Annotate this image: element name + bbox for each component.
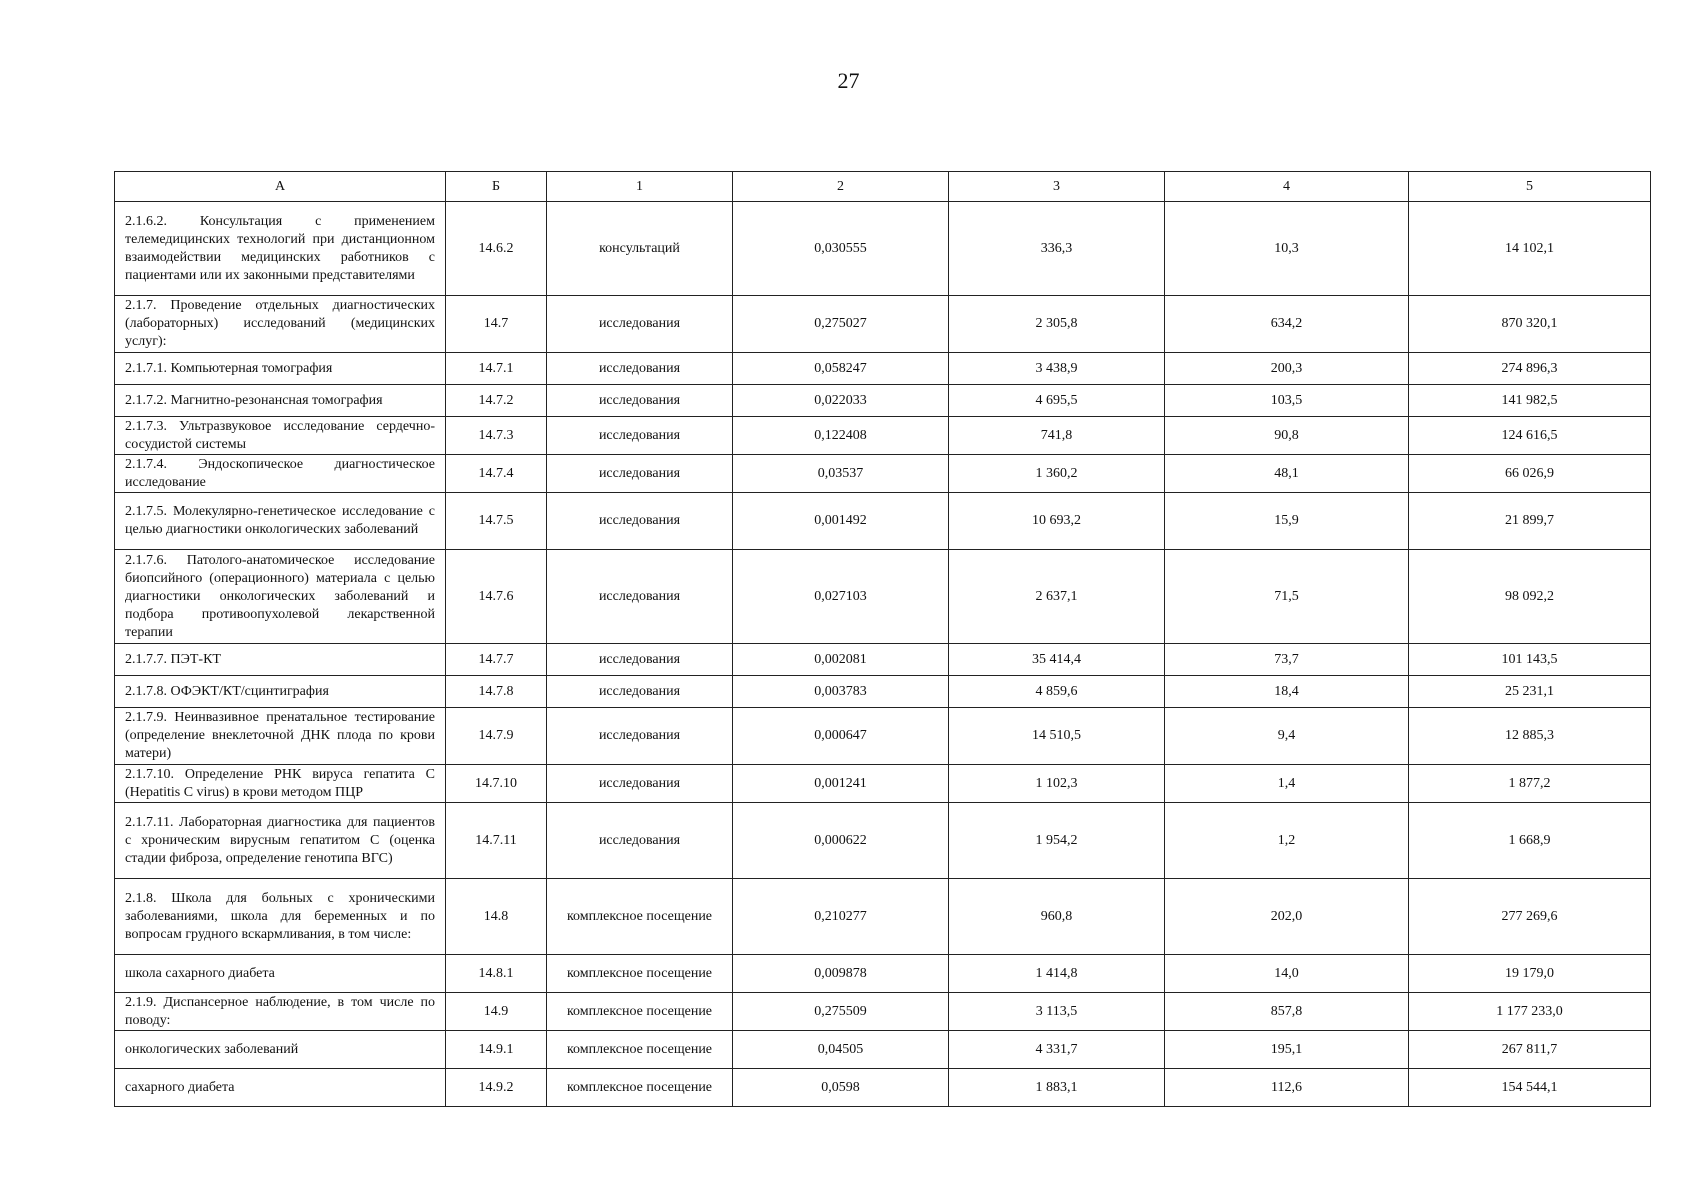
row-col-5: 12 885,3 xyxy=(1409,708,1651,765)
table-row xyxy=(115,385,1651,417)
column-header-5: 5 xyxy=(1409,172,1651,202)
row-unit: исследования xyxy=(547,765,733,803)
row-col-5: 141 982,5 xyxy=(1409,385,1651,417)
column-header-4: 4 xyxy=(1165,172,1409,202)
header-row xyxy=(115,172,1651,202)
row-unit: исследования xyxy=(547,803,733,879)
row-code: 14.7.11 xyxy=(446,803,547,879)
row-col-4: 10,3 xyxy=(1165,202,1409,296)
row-name: 2.1.7.1. Компьютерная томография xyxy=(115,353,446,385)
row-col-3: 960,8 xyxy=(949,879,1165,955)
column-header-a: А xyxy=(115,172,446,202)
row-code: 14.7.5 xyxy=(446,493,547,550)
row-col-3: 35 414,4 xyxy=(949,644,1165,676)
row-col-4: 200,3 xyxy=(1165,353,1409,385)
row-col-3: 3 113,5 xyxy=(949,993,1165,1031)
row-col-3: 4 859,6 xyxy=(949,676,1165,708)
table-row xyxy=(115,993,1651,1031)
row-col-2: 0,030555 xyxy=(733,202,949,296)
row-unit: исследования xyxy=(547,708,733,765)
row-col-3: 1 360,2 xyxy=(949,455,1165,493)
row-code: 14.7.7 xyxy=(446,644,547,676)
row-unit: исследования xyxy=(547,455,733,493)
row-col-2: 0,122408 xyxy=(733,417,949,455)
row-code: 14.8.1 xyxy=(446,955,547,993)
row-col-2: 0,022033 xyxy=(733,385,949,417)
row-code: 14.8 xyxy=(446,879,547,955)
table-row xyxy=(115,1031,1651,1069)
row-code: 14.7.9 xyxy=(446,708,547,765)
row-code: 14.6.2 xyxy=(446,202,547,296)
row-col-2: 0,027103 xyxy=(733,550,949,644)
row-col-5: 101 143,5 xyxy=(1409,644,1651,676)
table-row xyxy=(115,676,1651,708)
row-col-4: 73,7 xyxy=(1165,644,1409,676)
row-name: 2.1.7.10. Определение РНК вируса гепатита C (Hepatitis C virus) в крови методом ПЦР xyxy=(115,765,446,803)
row-unit: исследования xyxy=(547,676,733,708)
row-col-3: 4 331,7 xyxy=(949,1031,1165,1069)
row-col-5: 277 269,6 xyxy=(1409,879,1651,955)
row-col-4: 9,4 xyxy=(1165,708,1409,765)
row-col-5: 274 896,3 xyxy=(1409,353,1651,385)
row-col-2: 0,000647 xyxy=(733,708,949,765)
row-col-4: 1,4 xyxy=(1165,765,1409,803)
row-code: 14.7.2 xyxy=(446,385,547,417)
row-unit: консультаций xyxy=(547,202,733,296)
row-col-3: 14 510,5 xyxy=(949,708,1165,765)
row-name: школа сахарного диабета xyxy=(115,955,446,993)
row-col-3: 1 954,2 xyxy=(949,803,1165,879)
row-col-3: 1 883,1 xyxy=(949,1069,1165,1107)
row-col-3: 3 438,9 xyxy=(949,353,1165,385)
row-code: 14.7 xyxy=(446,296,547,353)
row-code: 14.7.8 xyxy=(446,676,547,708)
row-unit: исследования xyxy=(547,644,733,676)
row-col-2: 0,002081 xyxy=(733,644,949,676)
row-col-5: 66 026,9 xyxy=(1409,455,1651,493)
row-unit: комплексное посещение xyxy=(547,1069,733,1107)
row-col-2: 0,03537 xyxy=(733,455,949,493)
row-col-2: 0,001492 xyxy=(733,493,949,550)
row-col-5: 25 231,1 xyxy=(1409,676,1651,708)
row-code: 14.9 xyxy=(446,993,547,1031)
table-row xyxy=(115,708,1651,765)
row-col-5: 21 899,7 xyxy=(1409,493,1651,550)
row-col-4: 18,4 xyxy=(1165,676,1409,708)
row-name: 2.1.7.3. Ультразвуковое исследование сердечно-сосудистой системы xyxy=(115,417,446,455)
row-col-5: 124 616,5 xyxy=(1409,417,1651,455)
row-col-4: 112,6 xyxy=(1165,1069,1409,1107)
row-col-2: 0,275509 xyxy=(733,993,949,1031)
row-unit: комплексное посещение xyxy=(547,955,733,993)
table-body xyxy=(115,202,1651,1107)
page-number: 27 xyxy=(837,68,860,93)
row-col-2: 0,210277 xyxy=(733,879,949,955)
row-col-2: 0,058247 xyxy=(733,353,949,385)
row-col-5: 19 179,0 xyxy=(1409,955,1651,993)
row-col-4: 1,2 xyxy=(1165,803,1409,879)
table-row xyxy=(115,644,1651,676)
row-name: 2.1.8. Школа для больных с хроническими заболеваниями, школа для беременных и по вопросам грудного вскармливания, в том числе: xyxy=(115,879,446,955)
row-col-5: 154 544,1 xyxy=(1409,1069,1651,1107)
row-name: онкологических заболеваний xyxy=(115,1031,446,1069)
row-name: 2.1.7.9. Неинвазивное пренатальное тестирование (определение внеклеточной ДНК плода по крови матери) xyxy=(115,708,446,765)
row-name: 2.1.7.2. Магнитно-резонансная томография xyxy=(115,385,446,417)
row-code: 14.7.3 xyxy=(446,417,547,455)
row-col-4: 103,5 xyxy=(1165,385,1409,417)
row-col-4: 71,5 xyxy=(1165,550,1409,644)
table-row xyxy=(115,550,1651,644)
column-header-1: 1 xyxy=(547,172,733,202)
row-col-5: 870 320,1 xyxy=(1409,296,1651,353)
row-col-3: 10 693,2 xyxy=(949,493,1165,550)
row-col-3: 1 102,3 xyxy=(949,765,1165,803)
row-col-4: 15,9 xyxy=(1165,493,1409,550)
table-row xyxy=(115,955,1651,993)
table-row xyxy=(115,353,1651,385)
row-col-4: 90,8 xyxy=(1165,417,1409,455)
table-row xyxy=(115,493,1651,550)
column-header-b: Б xyxy=(446,172,547,202)
column-header-3: 3 xyxy=(949,172,1165,202)
row-unit: комплексное посещение xyxy=(547,1031,733,1069)
row-col-2: 0,0598 xyxy=(733,1069,949,1107)
row-unit: исследования xyxy=(547,493,733,550)
row-col-5: 98 092,2 xyxy=(1409,550,1651,644)
row-unit: комплексное посещение xyxy=(547,879,733,955)
table-row xyxy=(115,765,1651,803)
row-col-3: 741,8 xyxy=(949,417,1165,455)
row-col-3: 1 414,8 xyxy=(949,955,1165,993)
row-name: 2.1.7.5. Молекулярно-генетическое исследование с целью диагностики онкологических заболеваний xyxy=(115,493,446,550)
table-header xyxy=(115,172,1651,202)
row-col-3: 2 637,1 xyxy=(949,550,1165,644)
row-name: 2.1.9. Диспансерное наблюдение, в том числе по поводу: xyxy=(115,993,446,1031)
table-row xyxy=(115,417,1651,455)
row-col-4: 634,2 xyxy=(1165,296,1409,353)
row-col-5: 267 811,7 xyxy=(1409,1031,1651,1069)
row-col-4: 195,1 xyxy=(1165,1031,1409,1069)
row-col-5: 14 102,1 xyxy=(1409,202,1651,296)
row-name: 2.1.7. Проведение отдельных диагностических (лабораторных) исследований (медицинских услуг): xyxy=(115,296,446,353)
row-code: 14.7.4 xyxy=(446,455,547,493)
table-row xyxy=(115,202,1651,296)
row-code: 14.7.1 xyxy=(446,353,547,385)
row-unit: комплексное посещение xyxy=(547,993,733,1031)
row-code: 14.9.2 xyxy=(446,1069,547,1107)
row-col-4: 857,8 xyxy=(1165,993,1409,1031)
table-row xyxy=(115,1069,1651,1107)
row-unit: исследования xyxy=(547,550,733,644)
data-table xyxy=(114,171,1651,1107)
row-name: 2.1.7.4. Эндоскопическое диагностическое исследование xyxy=(115,455,446,493)
column-header-2: 2 xyxy=(733,172,949,202)
row-name: 2.1.6.2. Консультация с применением телемедицинских технологий при дистанционном взаимодействии медицинских работников с пациентами или их законными представителями xyxy=(115,202,446,296)
row-col-5: 1 668,9 xyxy=(1409,803,1651,879)
row-col-2: 0,000622 xyxy=(733,803,949,879)
row-col-4: 14,0 xyxy=(1165,955,1409,993)
row-col-2: 0,275027 xyxy=(733,296,949,353)
row-col-5: 1 877,2 xyxy=(1409,765,1651,803)
table-row xyxy=(115,803,1651,879)
table-row xyxy=(115,455,1651,493)
row-col-2: 0,009878 xyxy=(733,955,949,993)
row-col-4: 48,1 xyxy=(1165,455,1409,493)
row-unit: исследования xyxy=(547,296,733,353)
row-code: 14.7.10 xyxy=(446,765,547,803)
row-col-2: 0,003783 xyxy=(733,676,949,708)
row-name: 2.1.7.8. ОФЭКТ/КТ/сцинтиграфия xyxy=(115,676,446,708)
row-col-3: 336,3 xyxy=(949,202,1165,296)
table-row xyxy=(115,879,1651,955)
row-col-3: 4 695,5 xyxy=(949,385,1165,417)
row-name: 2.1.7.7. ПЭТ-КТ xyxy=(115,644,446,676)
row-unit: исследования xyxy=(547,417,733,455)
row-col-2: 0,04505 xyxy=(733,1031,949,1069)
row-name: 2.1.7.11. Лабораторная диагностика для пациентов с хроническим вирусным гепатитом С (оценка стадии фиброза, определение генотипа ВГС) xyxy=(115,803,446,879)
row-col-2: 0,001241 xyxy=(733,765,949,803)
row-name: сахарного диабета xyxy=(115,1069,446,1107)
row-col-4: 202,0 xyxy=(1165,879,1409,955)
row-name: 2.1.7.6. Патолого-анатомическое исследование биопсийного (операционного) материала с целью диагностики онкологических заболеваний и подбора противоопухолевой лекарственной терапии xyxy=(115,550,446,644)
row-col-5: 1 177 233,0 xyxy=(1409,993,1651,1031)
row-col-3: 2 305,8 xyxy=(949,296,1165,353)
row-unit: исследования xyxy=(547,385,733,417)
table-row xyxy=(115,296,1651,353)
row-code: 14.9.1 xyxy=(446,1031,547,1069)
row-unit: исследования xyxy=(547,353,733,385)
row-code: 14.7.6 xyxy=(446,550,547,644)
